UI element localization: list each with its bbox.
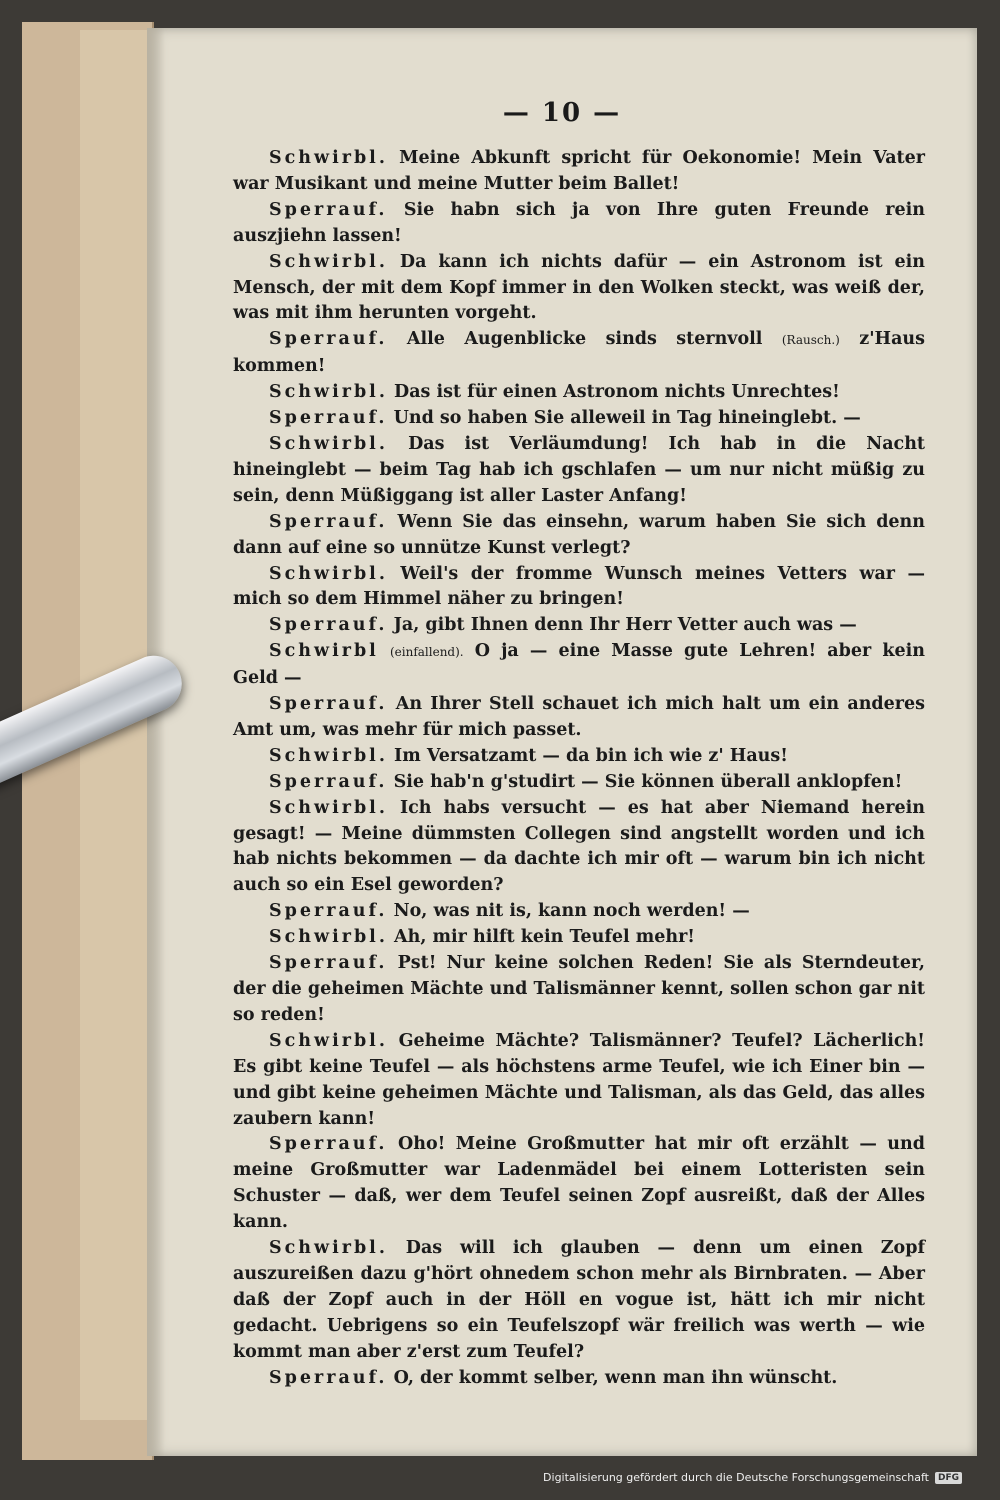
speaker-name: Schwirbl. (269, 433, 388, 454)
dialogue-text: Oho! Meine Großmutter hat mir oft erzählt — und meine Großmutter war Ladenmädel bei einem Lotteristen sein Schuster — daß, wer dem Teufel seinen Zopf ausreißt, daß der Alles kann. (233, 1134, 925, 1233)
speaker-name: Sperrauf. (269, 1134, 388, 1155)
speaker-name: Schwirbl. (269, 797, 388, 818)
dialogue-text: Da kann ich nichts dafür — ein Astronom ist ein Mensch, der mit dem Kopf immer in den Wolken steckt, was weiß der, was mit ihm herunten vorgeht. (233, 251, 926, 324)
dialogue-text: Und so haben Sie alleweil in Tag hineinglebt. — (393, 408, 861, 429)
dialogue-paragraph (233, 198, 925, 250)
speaker-name: Schwirbl. (269, 745, 388, 766)
speaker-name: Sperrauf. (269, 1367, 388, 1388)
dialogue-text: Weil's der fromme Wunsch meines Vetters war — mich so dem Himmel näher zu bringen! (233, 563, 925, 610)
dialogue-paragraph (233, 692, 925, 744)
dialogue-paragraph (233, 146, 925, 198)
dialogue-paragraph (233, 796, 925, 900)
dialogue-text: Das ist für einen Astronom nichts Unrechtes! (394, 382, 840, 403)
speaker-name: Sperrauf. (269, 901, 388, 922)
dialogue-text: No, was nit is, kann noch werden! — (393, 901, 750, 922)
speaker-name: Schwirbl (269, 641, 379, 662)
dialogue-text: Pst! Nur keine solchen Reden! Sie als Sterndeuter, der die geheimen Mächte und Talismänner kennt, sollen schon gar nit so reden! (233, 953, 925, 1025)
dialogue-paragraph (233, 770, 925, 796)
dialogue-text: Das ist Verläumdung! Ich hab in die Nacht hineinglebt — beim Tag hab ich gschlafen — um nur nicht müßig zu sein, denn Müßiggang ist aller Laster Anfang! (233, 433, 926, 506)
dialogue-text: Ich habs versucht — es hat aber Niemand herein gesagt! — Meine dümmsten Collegen sind angstellt worden und ich hab nichts bekommen — da dachte ich mir oft — warum bin ich nicht auch so ein Esel geworden? (233, 797, 925, 896)
dialogue-paragraph (233, 1029, 925, 1133)
dialogue-text: Das will ich glauben — denn um einen Zopf auszureißen dazu g'hört ohnedem schon mehr als Birnbraten. — Aber daß der Zopf auch in der Höll en vogue ist, hätt ich mir nicht gedacht. Uebrigens so ein Teufelszopf wär freilich was werth — wie kommt man aber z'erst zum Teufel? (233, 1238, 925, 1362)
speaker-name: Sperrauf. (269, 408, 388, 429)
page-number: — 10 — (502, 98, 622, 128)
dialogue-paragraph (233, 639, 925, 692)
dfg-logo: DFG (935, 1472, 962, 1484)
speaker-name: Sperrauf. (269, 615, 388, 636)
dialogue-paragraph (233, 613, 925, 639)
dialogue-text: Ah, mir hilft kein Teufel mehr! (394, 927, 695, 948)
book-page (147, 28, 977, 1456)
speaker-name: Sperrauf. (269, 329, 388, 350)
dialogue-paragraph (233, 925, 925, 951)
dialogue-paragraph (233, 380, 925, 406)
dialogue-paragraph (233, 250, 925, 328)
stage-direction: (einfallend). (389, 645, 464, 660)
speaker-name: Schwirbl. (269, 1238, 388, 1259)
dialogue-paragraph (233, 899, 925, 925)
page-text (233, 146, 925, 1392)
dialogue-text: Geheime Mächte? Talismänner? Teufel? Lächerlich! Es gibt keine Teufel — als höchstens arme Teufel, wie ich Einer bin — und gibt keine geheimen Mächte und Talisman, als das Geld, das alles zaubern kann! (233, 1030, 925, 1129)
dialogue-paragraph (233, 951, 925, 1029)
dialogue-text: Sie habn sich ja von Ihre guten Freunde rein auszjiehn lassen! (233, 199, 925, 246)
dialogue-text-continued: O ja — eine Masse gute Lehren! aber kein Geld — (233, 641, 925, 689)
dialogue-paragraph (233, 562, 925, 614)
dialogue-text-continued: z'Haus kommen! (233, 329, 925, 377)
dialogue-paragraph (233, 1236, 925, 1366)
stage-direction: (Rausch.) (781, 333, 840, 348)
speaker-name: Schwirbl. (269, 1030, 388, 1051)
speaker-name: Schwirbl. (269, 382, 388, 403)
dialogue-paragraph (233, 1366, 925, 1392)
dialogue-text: Im Versatzamt — da bin ich wie z' Haus! (394, 745, 788, 766)
dialogue-text: O, der kommt selber, wenn man ihn wünscht. (393, 1367, 838, 1388)
speaker-name: Schwirbl. (269, 927, 388, 948)
footer-text: Digitalisierung gefördert durch die Deutsche Forschungsgemeinschaft (543, 1471, 929, 1484)
dialogue-paragraph (233, 406, 925, 432)
speaker-name: Schwirbl. (269, 148, 388, 168)
speaker-name: Schwirbl. (269, 251, 388, 272)
speaker-name: Sperrauf. (269, 771, 388, 792)
dialogue-text: Wenn Sie das einsehn, warum haben Sie sich denn dann auf eine so unnütze Kunst verlegt? (233, 511, 926, 558)
speaker-name: Sperrauf. (269, 694, 388, 715)
dialogue-text: Alle Augenblicke sinds sternvoll (406, 329, 763, 350)
speaker-name: Schwirbl. (269, 563, 388, 584)
dialogue-text: Sie hab'n g'studirt — Sie können überall anklopfen! (393, 771, 903, 792)
page-gutter-shadow (147, 28, 165, 1456)
speaker-name: Sperrauf. (269, 953, 388, 974)
speaker-name: Sperrauf. (269, 199, 388, 220)
dialogue-paragraph (233, 744, 925, 770)
speaker-name: Sperrauf. (269, 511, 388, 532)
dialogue-text: Meine Abkunft spricht für Oekonomie! Mein Vater war Musikant und meine Mutter beim Ballet! (233, 148, 925, 194)
dialogue-text: Ja, gibt Ihnen denn Ihr Herr Vetter auch was — (393, 615, 857, 636)
dialogue-paragraph (233, 1132, 925, 1236)
dialogue-paragraph (233, 510, 925, 562)
dialogue-paragraph (233, 327, 925, 380)
dialogue-text: An Ihrer Stell schauet ich mich halt um ein anderes Amt um, was mehr für mich passet. (233, 694, 926, 740)
dialogue-paragraph (233, 432, 925, 510)
digitization-footer (543, 1471, 962, 1484)
